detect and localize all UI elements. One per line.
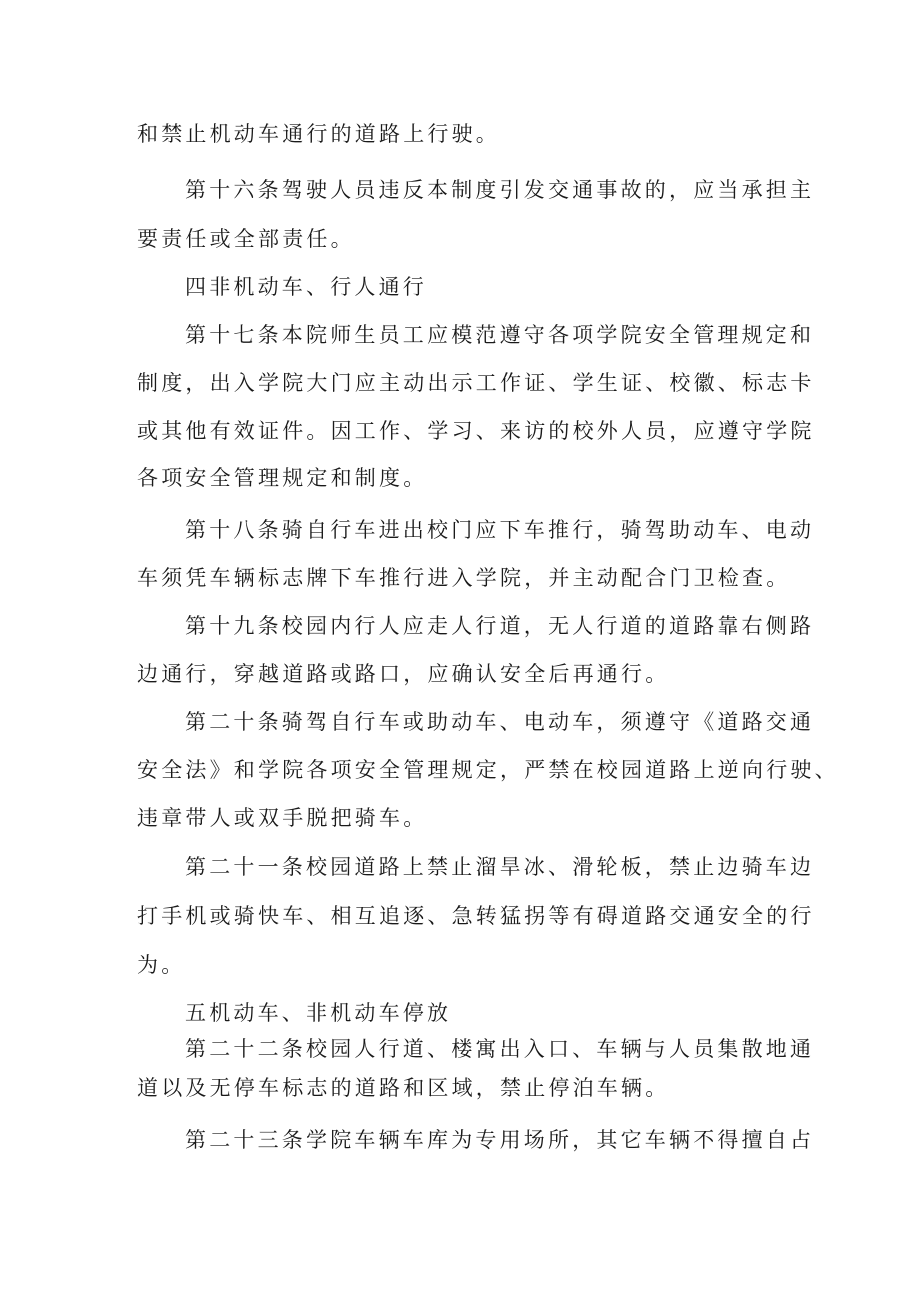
paragraph-article-23: 第二十三条学院车辆车库为专用场所，其它车辆不得擅自占 [185, 1128, 815, 1152]
text-line: 制度，出入学院大门应主动出示工作证、学生证、校徽、标志卡 [137, 371, 815, 395]
text-line: 各项安全管理规定和制度。 [137, 466, 428, 490]
paragraph-article-17: 第十七条本院师生员工应模范遵守各项学院安全管理规定和 [185, 323, 815, 347]
text-line: 车须凭车辆标志牌下车推行进入学院，并主动配合门卫检查。 [137, 566, 791, 590]
text-line: 边通行，穿越道路或路口，应确认安全后再通行。 [137, 662, 670, 686]
text-line: 为。 [137, 953, 186, 977]
paragraph-article-21: 第二十一条校园道路上禁止溜旱冰、滑轮板，禁止边骑车边 [185, 855, 815, 879]
text-line: 违章带人或双手脱把骑车。 [137, 806, 428, 830]
section-heading-4: 四非机动车、行人通行 [185, 275, 427, 299]
text-line: 要责任或全部责任。 [137, 227, 355, 251]
paragraph-article-22: 第二十二条校园人行道、楼寓出入口、车辆与人员集散地通 [185, 1037, 815, 1061]
text-line: 道以及无停车标志的道路和区域，禁止停泊车辆。 [137, 1076, 670, 1100]
text-line: 和禁止机动车通行的道路上行驶。 [137, 122, 500, 146]
text-line: 安全法》和学院各项安全管理规定，严禁在校园道路上逆向行驶、 [137, 758, 839, 782]
paragraph-article-20: 第二十条骑驾自行车或助动车、电动车，须遵守《道路交通 [185, 710, 815, 734]
paragraph-article-19: 第十九条校园内行人应走人行道，无人行道的道路靠右侧路 [185, 614, 815, 638]
text-line: 或其他有效证件。因工作、学习、来访的校外人员，应遵守学院 [137, 419, 815, 443]
paragraph-article-18: 第十八条骑自行车进出校门应下车推行，骑驾助动车、电动 [185, 518, 815, 542]
paragraph-article-16: 第十六条驾驶人员违反本制度引发交通事故的，应当承担主 [185, 178, 815, 202]
section-heading-5: 五机动车、非机动车停放 [185, 1001, 452, 1025]
text-line: 打手机或骑快车、相互追逐、急转猛拐等有碍道路交通安全的行 [137, 904, 815, 928]
